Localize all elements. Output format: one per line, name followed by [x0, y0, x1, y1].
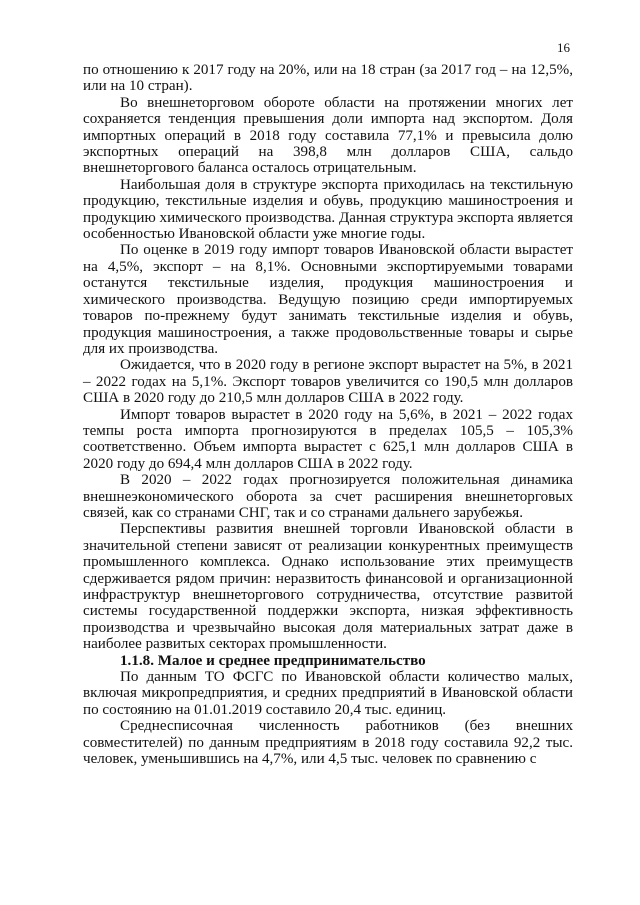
paragraph-trade-balance: Во внешнеторговом обороте области на протяжении многих лет сохраняется тенденция превышения доли импорта над экспортом. Доля импортных операций в 2018 году составила 77,1% и превысила долю экспортных операций на 398,8 млн долларов США, сальдо внешнеторгового баланса осталось отрицательным.: [83, 94, 573, 177]
paragraph-export-structure: Наибольшая доля в структуре экспорта приходилась на текстильную продукцию, текстильные изделия и обувь, продукцию машиностроения и продукцию химического производства. Данная структура экспорта является особенностью Ивановской области уже многие годы.: [83, 176, 573, 243]
paragraph-export-forecast: Ожидается, что в 2020 году в регионе экспорт вырастет на 5%, в 2021 – 2022 годах на 5,1%. Экспорт товаров увеличится со 190,5 млн долларов США в 2020 году до 210,5 млн долларов США в 2022 году.: [83, 357, 573, 407]
paragraph-import-forecast: Импорт товаров вырастет в 2020 году на 5,6%, в 2021 – 2022 годах темпы роста импорта прогнозируются в пределах 105,5 – 105,3% соответственно. Объем импорта вырастет с 625,1 млн долларов США в 2020 году до 694,4 млн долларов США в 2022 году.: [83, 406, 573, 472]
paragraph-turnover-dynamics: В 2020 – 2022 годах прогнозируется положительная динамика внешнеэкономического оборота за счет расширения внешнеторговых связей, как со странами СНГ, так и со странами дальнего зарубежья.: [83, 472, 573, 521]
paragraph-2019-estimate: По оценке в 2019 году импорт товаров Ивановской области вырастет на 4,5%, экспорт – на 8,1%. Основными экспортируемыми товарами останутся текстильные изделия, продукция машиностроения и химического производства. Ведущую позицию среди импортируемых товаров по-прежнему будут занимать текстильные изделия и обувь, продукция машиностроения, а также продовольственные товары и сырье для их производства.: [83, 242, 573, 357]
section-heading: 1.1.8. Малое и среднее предпринимательство: [120, 652, 426, 669]
paragraph-sme-count: По данным ТО ФСГС по Ивановской области количество малых, включая микропредприятия, и средних предприятий в Ивановской области по состоянию на 01.01.2019 составило 20,4 тыс. единиц.: [83, 669, 573, 718]
page-number: 16: [557, 40, 570, 55]
document-body: [83, 62, 573, 767]
paragraph-continuation: по отношению к 2017 году на 20%, или на 18 стран (за 2017 год – на 12,5%, или на 10 стран).: [83, 62, 573, 95]
paragraph-trade-prospects: Перспективы развития внешней торговли Ивановской области в значительной степени зависят от реализации конкурентных преимуществ промышленного комплекса. Однако использование этих преимуществ сдерживается рядом причин: неразвитость финансовой и организационной инфраструктур внешнеторгового сотрудничества, отсутствие развитой системы государственной поддержки экспорта, низкая эффективность производства и чрезвычайно высокая доля материальных затрат даже в наиболее развитых секторах промышленности.: [83, 521, 573, 653]
paragraph-sme-employment: Среднесписочная численность работников (без внешних совместителей) по данным предприятиям в 2018 году составила 92,2 тыс. человек, уменьшившись на 4,7%, или 4,5 тыс. человек по сравнению с: [83, 718, 573, 768]
